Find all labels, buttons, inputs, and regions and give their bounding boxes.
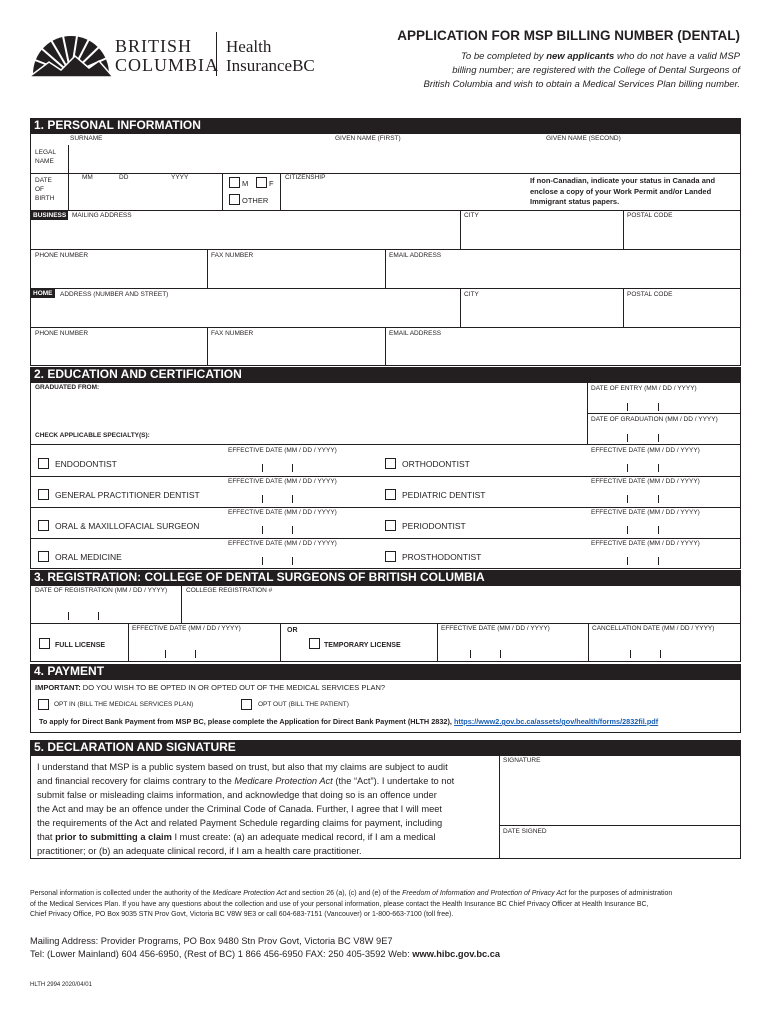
sex-f-label: F xyxy=(269,179,274,188)
dob-label-3: BIRTH xyxy=(35,195,55,202)
home-tag: HOME xyxy=(33,290,53,297)
specialty-right-checkbox-1[interactable] xyxy=(385,489,396,500)
date-of-graduation-field[interactable] xyxy=(589,426,739,443)
divider xyxy=(623,210,624,249)
specialty-effective-field[interactable] xyxy=(226,518,376,536)
specialty-right-checkbox-0[interactable] xyxy=(385,458,396,469)
divider xyxy=(460,288,461,327)
agency-line2: InsuranceBC xyxy=(226,56,315,75)
dob-mm-label: MM xyxy=(82,174,93,181)
citizenship-label: CITIZENSHIP xyxy=(285,174,326,181)
dob-yyyy-label: YYYY xyxy=(171,174,189,181)
cancellation-date-label: CANCELLATION DATE (MM / DD / YYYY) xyxy=(592,625,715,632)
form-title: APPLICATION FOR MSP BILLING NUMBER (DENTAL) xyxy=(397,28,740,43)
signature-label: SIGNATURE xyxy=(503,757,541,764)
date-signed-label: DATE SIGNED xyxy=(503,828,547,835)
divider xyxy=(30,507,741,508)
specialty-right-label-0: ORTHODONTIST xyxy=(402,459,470,469)
home-phone-label: PHONE NUMBER xyxy=(35,330,89,337)
specialty-effective-field[interactable] xyxy=(589,549,739,567)
business-postal-label: POSTAL CODE xyxy=(627,212,673,219)
specialty-effective-field[interactable] xyxy=(226,549,376,567)
specialty-effective-label: EFFECTIVE DATE (MM / DD / YYYY) xyxy=(591,447,700,454)
form-code: HLTH 2994 2020/04/01 xyxy=(30,982,92,988)
form-subtitle: To be completed by new applicants who do not have a valid MSP billing number; are registered with the College of Dental Surgeons of British Columbia and wish to obtain a Medical Services Plan billing number. xyxy=(423,51,740,90)
home-phone-field[interactable] xyxy=(32,340,205,364)
section-5-header: 5. DECLARATION AND SIGNATURE xyxy=(30,740,741,755)
specialty-effective-label: EFFECTIVE DATE (MM / DD / YYYY) xyxy=(591,509,700,516)
divider xyxy=(30,210,741,211)
payment-question: IMPORTANT: DO YOU WISH TO BE OPTED IN OR OPTED OUT OF THE MEDICAL SERVICES PLAN? xyxy=(35,683,386,692)
home-city-label: CITY xyxy=(464,291,479,298)
section-4-header: 4. PAYMENT xyxy=(30,664,741,679)
opt-in-checkbox[interactable] xyxy=(38,699,49,710)
surname-label: SURNAME xyxy=(70,135,103,142)
business-fax-field[interactable] xyxy=(209,262,383,286)
business-city-field[interactable] xyxy=(462,222,621,247)
legal-name-label-2: NAME xyxy=(35,158,54,165)
website-link[interactable]: www.hibc.gov.bc.ca xyxy=(412,949,501,959)
date-of-entry-field[interactable] xyxy=(589,395,739,412)
registration-number-label: COLLEGE REGISTRATION # xyxy=(186,587,273,594)
specialty-right-label-1: PEDIATRIC DENTIST xyxy=(402,490,486,500)
registration-date-field[interactable] xyxy=(32,598,180,621)
opt-out-checkbox[interactable] xyxy=(241,699,252,710)
opt-out-label: OPT OUT (BILL THE PATIENT) xyxy=(258,701,349,708)
specialty-left-checkbox-1[interactable] xyxy=(38,489,49,500)
specialty-right-label-3: PROSTHODONTIST xyxy=(402,552,482,562)
divider xyxy=(30,476,741,477)
home-address-field[interactable] xyxy=(32,301,458,325)
temporary-effective-label: EFFECTIVE DATE (MM / DD / YYYY) xyxy=(441,625,550,632)
logo-line2: COLUMBIA xyxy=(115,55,220,75)
divider xyxy=(587,413,741,414)
non-canadian-note: If non-Canadian, indicate your status in Canada and enclose a copy of your Work Permit and/or Landed Immigrant status papers. xyxy=(530,176,716,206)
full-license-effective-field[interactable] xyxy=(130,635,278,660)
legal-name-label-1: LEGAL xyxy=(35,149,56,156)
graduated-from-label: GRADUATED FROM: xyxy=(35,384,100,391)
divider xyxy=(30,173,741,174)
business-tag: BUSINESS xyxy=(33,212,67,219)
temporary-license-label: TEMPORARY LICENSE xyxy=(324,642,401,649)
date-of-entry-label: DATE OF ENTRY (MM / DD / YYYY) xyxy=(591,385,697,392)
divider xyxy=(68,145,69,173)
business-postal-field[interactable] xyxy=(625,222,739,247)
date-signed-field[interactable] xyxy=(501,838,739,857)
privacy-notice: Personal information is collected under the authority of the Medicare Protection Act and section 26 (a), (c) and (e) of the Freedom of Information and Protection of Privacy Act for the purposes of administration of the Medical Services Plan. If you have any questions about the collection and use of your personal information, please contact the Health Insurance BC Chief Privacy Officer at Health Insurance BC, Chief Privacy Office, PO Box 9035 STN Prov Govt, Victoria BC V8W 9E3 or call 604-683-7151 (Vancouver) or 1-800-663-7100 (toll free). xyxy=(30,890,673,918)
specialty-left-label-0: ENDODONTIST xyxy=(55,459,117,469)
divider xyxy=(68,173,69,210)
home-email-field[interactable] xyxy=(387,340,739,364)
contact-info: Mailing Address: Provider Programs, PO Box 9480 Stn Prov Govt, Victoria BC V8W 9E7 Tel: (Lower Mainland) 604 456-6950, (Rest of BC) 1 866 456-6950 FAX: 250 405-3592 Web: www.hibc.gov.bc.ca xyxy=(30,936,501,959)
specialty-effective-field[interactable] xyxy=(589,456,739,474)
logo-line1: BRITISH xyxy=(115,36,193,56)
specialty-left-label-3: ORAL MEDICINE xyxy=(55,552,122,562)
business-phone-label: PHONE NUMBER xyxy=(35,252,89,259)
sex-m-checkbox[interactable] xyxy=(229,177,240,188)
specialty-left-checkbox-3[interactable] xyxy=(38,551,49,562)
dob-label-1: DATE xyxy=(35,177,52,184)
registration-date-label: DATE OF REGISTRATION (MM / DD / YYYY) xyxy=(35,587,168,594)
specialty-effective-label: EFFECTIVE DATE (MM / DD / YYYY) xyxy=(228,447,337,454)
specialty-effective-label: EFFECTIVE DATE (MM / DD / YYYY) xyxy=(228,509,337,516)
specialty-right-checkbox-3[interactable] xyxy=(385,551,396,562)
divider xyxy=(385,249,386,288)
divider xyxy=(623,288,624,327)
date-of-graduation-label: DATE OF GRADUATION (MM / DD / YYYY) xyxy=(591,416,718,423)
business-address-field[interactable] xyxy=(32,222,458,247)
divider xyxy=(280,173,281,210)
specialty-effective-label: EFFECTIVE DATE (MM / DD / YYYY) xyxy=(228,540,337,547)
divider xyxy=(499,825,741,826)
full-license-label: FULL LICENSE xyxy=(55,642,106,649)
divider xyxy=(280,623,281,662)
divider xyxy=(499,755,500,859)
date-of-birth-field[interactable] xyxy=(70,182,220,208)
given-second-label: GIVEN NAME (SECOND) xyxy=(546,135,621,142)
dob-dd-label: DD xyxy=(119,174,129,181)
specialty-right-checkbox-2[interactable] xyxy=(385,520,396,531)
specialty-effective-field[interactable] xyxy=(226,456,376,474)
divider xyxy=(181,585,182,623)
business-city-label: CITY xyxy=(464,212,479,219)
temporary-effective-field[interactable] xyxy=(439,635,586,660)
legal-name-field[interactable] xyxy=(70,145,738,172)
specialty-right-label-2: PERIODONTIST xyxy=(402,521,466,531)
divider xyxy=(30,288,741,289)
declaration-text: I understand that MSP is a public system based on trust, but also that my claims are subject to audit and financial recovery for claims contrary to the Medicare Protection Act (the “Act”). I undertake to not submit false or misleading claims information, and acknowledge that doing so is an offence under the Act and may be an offence under the Criminal Code of Canada. Further, I agree that I will meet the requirements of the Act and related Payment Schedule regarding claims for payment, including that prior to submitting a claim I must create: (a) an adequate medical record, if I am a medical practitioner; or (b) an adequate clinical record, if I am a health care practitioner. xyxy=(37,762,455,856)
logo-divider xyxy=(216,32,217,76)
home-postal-label: POSTAL CODE xyxy=(627,291,673,298)
sex-m-label: M xyxy=(242,179,249,188)
direct-bank-payment-link[interactable]: https://www2.gov.bc.ca/assets/gov/health/forms/2832fil.pdf xyxy=(453,717,659,726)
section-1-header: 1. PERSONAL INFORMATION xyxy=(30,118,741,133)
full-license-checkbox[interactable] xyxy=(39,638,50,649)
agency-line1: Health xyxy=(226,37,272,56)
mailing-address-label: MAILING ADDRESS xyxy=(72,212,132,219)
specialty-effective-label: EFFECTIVE DATE (MM / DD / YYYY) xyxy=(591,478,700,485)
citizenship-field[interactable] xyxy=(282,183,522,208)
home-city-field[interactable] xyxy=(462,301,621,325)
temporary-license-checkbox[interactable] xyxy=(309,638,320,649)
divider xyxy=(207,327,208,366)
specialty-effective-label: EFFECTIVE DATE (MM / DD / YYYY) xyxy=(228,478,337,485)
full-license-effective-label: EFFECTIVE DATE (MM / DD / YYYY) xyxy=(132,625,241,632)
specialty-effective-field[interactable] xyxy=(226,487,376,505)
home-postal-field[interactable] xyxy=(625,301,739,325)
divider xyxy=(30,538,741,539)
business-email-field[interactable] xyxy=(387,262,739,286)
direct-bank-payment-note: To apply for Direct Bank Payment from MSP BC, please complete the Application for Direct Bank Payment (HLTH 2832), https://www2.gov.bc.ca/assets/gov/health/forms/2832fil.pdf xyxy=(39,717,659,726)
home-address-label: ADDRESS (NUMBER AND STREET) xyxy=(60,291,169,298)
specialty-effective-field[interactable] xyxy=(589,487,739,505)
check-specialty-label: CHECK APPLICABLE SPECIALTY(S): xyxy=(35,432,150,439)
opt-in-label: OPT IN (BILL THE MEDICAL SERVICES PLAN) xyxy=(54,701,194,708)
business-fax-label: FAX NUMBER xyxy=(211,252,254,259)
home-fax-label: FAX NUMBER xyxy=(211,330,254,337)
specialty-left-label-1: GENERAL PRACTITIONER DENTIST xyxy=(55,490,200,500)
registration-number-field[interactable] xyxy=(183,598,739,621)
divider xyxy=(30,444,741,445)
divider xyxy=(207,249,208,288)
sex-f-checkbox[interactable] xyxy=(256,177,267,188)
business-email-label: EMAIL ADDRESS xyxy=(389,252,442,259)
specialty-left-checkbox-2[interactable] xyxy=(38,520,49,531)
sex-other-label: OTHER xyxy=(242,196,269,205)
divider xyxy=(437,623,438,662)
divider xyxy=(222,173,223,210)
signature-field[interactable] xyxy=(501,767,739,823)
divider xyxy=(385,327,386,366)
section-2-header: 2. EDUCATION AND CERTIFICATION xyxy=(30,367,741,382)
specialty-effective-label: EFFECTIVE DATE (MM / DD / YYYY) xyxy=(591,540,700,547)
business-phone-field[interactable] xyxy=(32,262,205,286)
home-email-label: EMAIL ADDRESS xyxy=(389,330,442,337)
graduated-from-field[interactable] xyxy=(32,394,585,428)
home-fax-field[interactable] xyxy=(209,340,383,364)
divider xyxy=(588,623,589,662)
divider xyxy=(460,210,461,249)
given-first-label: GIVEN NAME (FIRST) xyxy=(335,135,401,142)
or-label: OR xyxy=(287,627,298,634)
specialty-left-checkbox-0[interactable] xyxy=(38,458,49,469)
sex-other-checkbox[interactable] xyxy=(229,194,240,205)
section-3-header: 3. REGISTRATION: COLLEGE OF DENTAL SURGEONS OF BRITISH COLUMBIA xyxy=(30,570,741,585)
dob-label-2: OF xyxy=(35,186,45,193)
cancellation-date-field[interactable] xyxy=(590,635,739,660)
specialty-left-label-2: ORAL & MAXILLOFACIAL SURGEON xyxy=(55,521,200,531)
divider xyxy=(30,623,741,624)
divider xyxy=(128,623,129,662)
bc-sun-logo-icon xyxy=(29,30,113,78)
specialty-effective-field[interactable] xyxy=(589,518,739,536)
